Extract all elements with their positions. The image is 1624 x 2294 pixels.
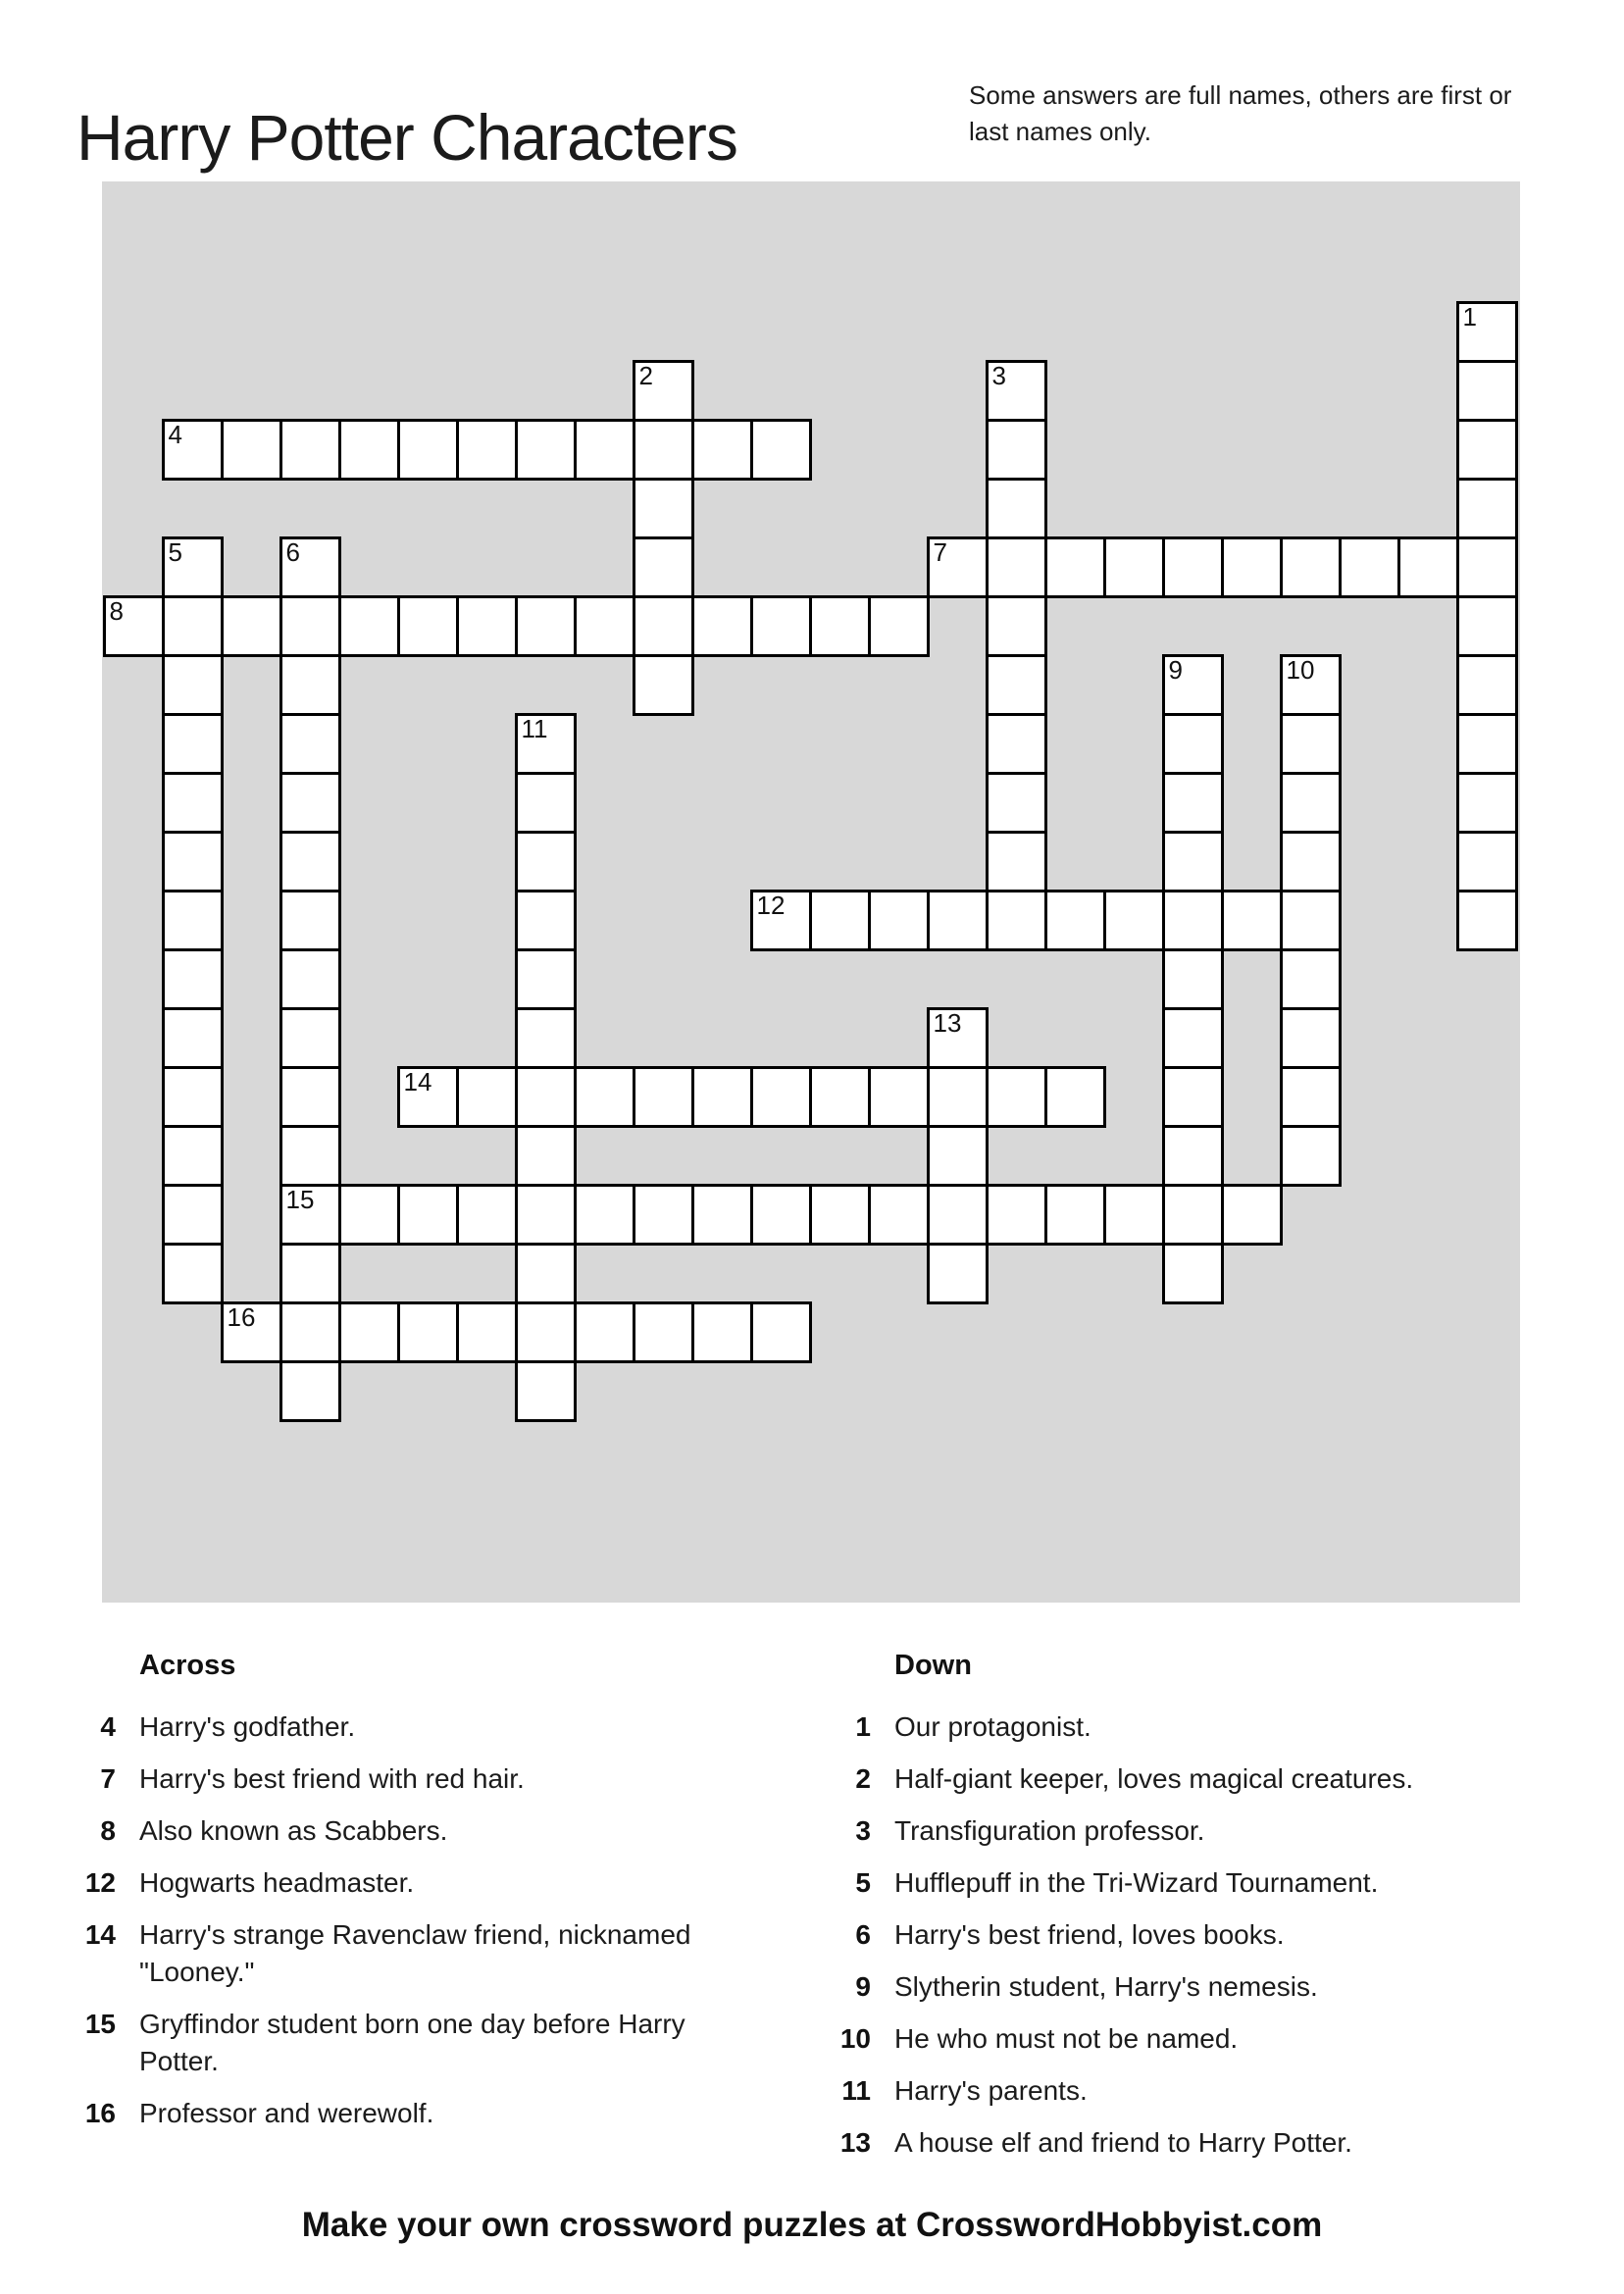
crossword-grid bbox=[102, 181, 1520, 1603]
cell-number: 3 bbox=[991, 360, 1006, 390]
grid-cell[interactable] bbox=[162, 1066, 224, 1128]
grid-cell[interactable] bbox=[1221, 536, 1283, 598]
clue-item bbox=[810, 1812, 1555, 1850]
grid-cell[interactable] bbox=[691, 595, 753, 657]
clue-item bbox=[810, 2072, 1555, 2110]
grid-cell[interactable] bbox=[927, 1184, 989, 1246]
grid-cell[interactable] bbox=[1162, 948, 1224, 1010]
grid-cell[interactable] bbox=[279, 948, 341, 1010]
grid-cell[interactable] bbox=[1162, 654, 1224, 716]
clue-number: 5 bbox=[855, 1867, 871, 1898]
grid-cell[interactable] bbox=[633, 478, 694, 539]
grid-cell[interactable] bbox=[279, 1301, 341, 1363]
grid-cell[interactable] bbox=[574, 595, 635, 657]
grid-cell[interactable] bbox=[397, 595, 459, 657]
grid-cell[interactable] bbox=[809, 890, 871, 951]
grid-cell[interactable] bbox=[1280, 1007, 1342, 1069]
grid-cell[interactable] bbox=[809, 595, 871, 657]
clue-number: 16 bbox=[84, 2098, 116, 2128]
grid-cell[interactable] bbox=[456, 595, 518, 657]
grid-cell[interactable] bbox=[515, 1066, 577, 1128]
grid-cell[interactable] bbox=[750, 1066, 812, 1128]
grid-cell[interactable] bbox=[633, 1184, 694, 1246]
cell-number: 12 bbox=[756, 890, 786, 920]
clue-text: Harry's strange Ravenclaw friend, nicknamed "Looney." bbox=[139, 1919, 691, 1987]
grid-cell[interactable] bbox=[279, 1007, 341, 1069]
grid-cell[interactable] bbox=[691, 1066, 753, 1128]
grid-cell[interactable] bbox=[1280, 713, 1342, 775]
grid-cell[interactable] bbox=[750, 595, 812, 657]
grid-cell[interactable] bbox=[103, 595, 165, 657]
across-clues-section bbox=[55, 1648, 741, 2147]
clue-number: 14 bbox=[84, 1919, 116, 1950]
grid-cell[interactable] bbox=[338, 419, 400, 481]
page-title: Harry Potter Characters bbox=[76, 101, 737, 175]
grid-cell[interactable] bbox=[1456, 301, 1518, 363]
grid-cell[interactable] bbox=[1221, 1184, 1283, 1246]
cell-number: 6 bbox=[285, 536, 300, 567]
grid-cell[interactable] bbox=[809, 1066, 871, 1128]
clue-number: 9 bbox=[855, 1971, 871, 2002]
grid-cell[interactable] bbox=[633, 419, 694, 481]
clue-item bbox=[55, 1864, 741, 1902]
clue-number: 15 bbox=[84, 2009, 116, 2039]
grid-cell[interactable] bbox=[986, 654, 1047, 716]
grid-cell[interactable] bbox=[279, 1360, 341, 1422]
grid-cell[interactable] bbox=[986, 890, 1047, 951]
grid-cell[interactable] bbox=[515, 1243, 577, 1304]
grid-cell[interactable] bbox=[1456, 654, 1518, 716]
grid-cell[interactable] bbox=[633, 1066, 694, 1128]
across-header: Across bbox=[139, 1650, 236, 1681]
grid-cell[interactable] bbox=[1280, 948, 1342, 1010]
clue-text: Harry's best friend, loves books. bbox=[894, 1919, 1285, 1950]
grid-cell[interactable] bbox=[221, 1301, 282, 1363]
grid-cell[interactable] bbox=[162, 1243, 224, 1304]
clue-number: 10 bbox=[839, 2023, 871, 2054]
clue-item bbox=[810, 2124, 1555, 2162]
grid-cell[interactable] bbox=[986, 831, 1047, 892]
grid-cell[interactable] bbox=[515, 1301, 577, 1363]
clue-item bbox=[810, 1916, 1555, 1954]
grid-cell[interactable] bbox=[1162, 890, 1224, 951]
grid-cell[interactable] bbox=[809, 1184, 871, 1246]
clue-item bbox=[55, 2006, 741, 2080]
grid-cell[interactable] bbox=[927, 536, 989, 598]
grid-cell[interactable] bbox=[338, 1301, 400, 1363]
clue-text: Slytherin student, Harry's nemesis. bbox=[894, 1971, 1318, 2002]
down-clue-list bbox=[810, 1708, 1555, 2162]
grid-cell[interactable] bbox=[162, 595, 224, 657]
grid-cell[interactable] bbox=[338, 595, 400, 657]
grid-cell[interactable] bbox=[1280, 890, 1342, 951]
grid-cell[interactable] bbox=[574, 1301, 635, 1363]
clue-number: 4 bbox=[100, 1711, 116, 1742]
grid-cell[interactable] bbox=[1456, 595, 1518, 657]
grid-cell[interactable] bbox=[456, 1066, 518, 1128]
page-subtitle bbox=[969, 77, 1511, 150]
grid-cell[interactable] bbox=[279, 772, 341, 834]
grid-cell[interactable] bbox=[927, 1243, 989, 1304]
grid-cell[interactable] bbox=[868, 595, 930, 657]
grid-cell[interactable] bbox=[1162, 1125, 1224, 1187]
grid-cell[interactable] bbox=[927, 1007, 989, 1069]
grid-cell[interactable] bbox=[1044, 536, 1106, 598]
clue-item bbox=[55, 1708, 741, 1746]
clue-text: Hogwarts headmaster. bbox=[139, 1867, 415, 1898]
grid-cell[interactable] bbox=[515, 713, 577, 775]
grid-cell[interactable] bbox=[1044, 1066, 1106, 1128]
grid-cell[interactable] bbox=[279, 536, 341, 598]
grid-cell[interactable] bbox=[162, 654, 224, 716]
cell-number: 10 bbox=[1286, 654, 1315, 685]
grid-cell[interactable] bbox=[633, 654, 694, 716]
grid-cell[interactable] bbox=[1044, 890, 1106, 951]
grid-cell[interactable] bbox=[986, 713, 1047, 775]
clue-number: 13 bbox=[839, 2127, 871, 2158]
grid-cell[interactable] bbox=[279, 1125, 341, 1187]
cell-number: 16 bbox=[227, 1301, 256, 1332]
grid-cell[interactable] bbox=[1397, 536, 1459, 598]
grid-cell[interactable] bbox=[986, 419, 1047, 481]
grid-cell[interactable] bbox=[515, 1184, 577, 1246]
grid-cell[interactable] bbox=[1103, 536, 1165, 598]
clue-text: Professor and werewolf. bbox=[139, 2098, 434, 2128]
grid-cell[interactable] bbox=[691, 419, 753, 481]
clue-text: Harry's parents. bbox=[894, 2075, 1088, 2106]
grid-cell[interactable] bbox=[279, 1184, 341, 1246]
grid-cell[interactable] bbox=[515, 772, 577, 834]
grid-cell[interactable] bbox=[1162, 1007, 1224, 1069]
grid-cell[interactable] bbox=[986, 478, 1047, 539]
clue-text: Harry's godfather. bbox=[139, 1711, 356, 1742]
cell-number: 11 bbox=[521, 713, 548, 743]
clue-text: Half-giant keeper, loves magical creatures. bbox=[894, 1763, 1414, 1794]
clue-number: 1 bbox=[855, 1711, 871, 1742]
clue-text: He who must not be named. bbox=[894, 2023, 1239, 2054]
grid-cell[interactable] bbox=[221, 419, 282, 481]
grid-cell[interactable] bbox=[691, 1184, 753, 1246]
clue-item bbox=[810, 1864, 1555, 1902]
grid-cell[interactable] bbox=[1162, 536, 1224, 598]
cell-number: 13 bbox=[933, 1007, 962, 1038]
footer-text: Make your own crossword puzzles at CrosswordHobbyist.com bbox=[301, 2206, 1323, 2244]
grid-cell[interactable] bbox=[1456, 772, 1518, 834]
grid-cell[interactable] bbox=[279, 595, 341, 657]
grid-cell[interactable] bbox=[868, 1066, 930, 1128]
clue-text: Also known as Scabbers. bbox=[139, 1815, 448, 1846]
grid-cell[interactable] bbox=[397, 1301, 459, 1363]
grid-cell[interactable] bbox=[1339, 536, 1400, 598]
grid-cell[interactable] bbox=[1162, 1066, 1224, 1128]
cell-number: 4 bbox=[168, 419, 182, 449]
clue-number: 8 bbox=[100, 1815, 116, 1846]
grid-cell[interactable] bbox=[986, 1066, 1047, 1128]
grid-cell[interactable] bbox=[456, 419, 518, 481]
grid-cell[interactable] bbox=[515, 831, 577, 892]
down-clues-section bbox=[810, 1648, 1555, 2176]
across-clue-list bbox=[55, 1708, 741, 2132]
grid-cell[interactable] bbox=[515, 1360, 577, 1422]
cell-number: 15 bbox=[285, 1184, 315, 1214]
grid-cell[interactable] bbox=[868, 890, 930, 951]
grid-cell[interactable] bbox=[221, 595, 282, 657]
grid-cell[interactable] bbox=[515, 1007, 577, 1069]
grid-cell[interactable] bbox=[515, 1125, 577, 1187]
grid-cell[interactable] bbox=[1280, 654, 1342, 716]
grid-cell[interactable] bbox=[1456, 478, 1518, 539]
crossword-panel bbox=[102, 181, 1520, 1603]
grid-cell[interactable] bbox=[279, 1066, 341, 1128]
grid-cell[interactable] bbox=[338, 1184, 400, 1246]
clue-number: 6 bbox=[855, 1919, 871, 1950]
cell-number: 5 bbox=[168, 536, 182, 567]
grid-cell[interactable] bbox=[279, 419, 341, 481]
grid-cell[interactable] bbox=[162, 948, 224, 1010]
cell-number: 9 bbox=[1168, 654, 1183, 685]
cell-number: 2 bbox=[638, 360, 653, 390]
grid-cell[interactable] bbox=[397, 419, 459, 481]
grid-cell[interactable] bbox=[279, 831, 341, 892]
grid-cell[interactable] bbox=[927, 1066, 989, 1128]
clue-item bbox=[55, 1760, 741, 1798]
cell-number: 1 bbox=[1462, 301, 1477, 331]
grid-cell[interactable] bbox=[927, 890, 989, 951]
grid-cell[interactable] bbox=[1162, 1184, 1224, 1246]
grid-cell[interactable] bbox=[1456, 713, 1518, 775]
grid-cell[interactable] bbox=[574, 1184, 635, 1246]
grid-cell[interactable] bbox=[1162, 772, 1224, 834]
clue-number: 11 bbox=[841, 2075, 871, 2106]
grid-cell[interactable] bbox=[750, 1301, 812, 1363]
clue-number: 7 bbox=[100, 1763, 116, 1794]
grid-cell[interactable] bbox=[1456, 419, 1518, 481]
grid-cell[interactable] bbox=[162, 536, 224, 598]
grid-cell[interactable] bbox=[927, 1125, 989, 1187]
grid-cell[interactable] bbox=[515, 890, 577, 951]
clue-item bbox=[810, 2020, 1555, 2058]
grid-cell[interactable] bbox=[162, 419, 224, 481]
grid-cell[interactable] bbox=[1280, 1066, 1342, 1128]
grid-cell[interactable] bbox=[1456, 890, 1518, 951]
grid-cell[interactable] bbox=[1221, 890, 1283, 951]
grid-cell[interactable] bbox=[456, 1301, 518, 1363]
grid-cell[interactable] bbox=[397, 1184, 459, 1246]
grid-cell[interactable] bbox=[1280, 831, 1342, 892]
grid-cell[interactable] bbox=[986, 595, 1047, 657]
grid-cell[interactable] bbox=[162, 772, 224, 834]
grid-cell[interactable] bbox=[162, 1125, 224, 1187]
clue-number: 12 bbox=[84, 1867, 116, 1898]
clue-item bbox=[55, 1812, 741, 1850]
grid-cell[interactable] bbox=[1044, 1184, 1106, 1246]
subtitle-line-2: last names only. bbox=[969, 117, 1151, 146]
grid-cell[interactable] bbox=[868, 1184, 930, 1246]
grid-cell[interactable] bbox=[574, 419, 635, 481]
clue-item bbox=[810, 1760, 1555, 1798]
grid-cell[interactable] bbox=[515, 595, 577, 657]
grid-cell[interactable] bbox=[986, 536, 1047, 598]
cell-number: 8 bbox=[109, 595, 124, 626]
clue-text: Transfiguration professor. bbox=[894, 1815, 1205, 1846]
clue-item bbox=[55, 1916, 741, 1991]
cell-number: 7 bbox=[933, 536, 947, 567]
grid-cell[interactable] bbox=[750, 890, 812, 951]
subtitle-line-1: Some answers are full names, others are first or bbox=[969, 80, 1512, 110]
grid-cell[interactable] bbox=[162, 1007, 224, 1069]
grid-cell[interactable] bbox=[515, 948, 577, 1010]
grid-cell[interactable] bbox=[750, 1184, 812, 1246]
grid-cell[interactable] bbox=[986, 360, 1047, 422]
grid-cell[interactable] bbox=[1456, 536, 1518, 598]
clue-number: 3 bbox=[855, 1815, 871, 1846]
grid-cell[interactable] bbox=[1162, 831, 1224, 892]
grid-cell[interactable] bbox=[574, 1066, 635, 1128]
grid-cell[interactable] bbox=[279, 713, 341, 775]
grid-cell[interactable] bbox=[1456, 360, 1518, 422]
down-header: Down bbox=[894, 1650, 972, 1681]
clue-text: A house elf and friend to Harry Potter. bbox=[894, 2127, 1352, 2158]
grid-cell[interactable] bbox=[691, 1301, 753, 1363]
grid-cell[interactable] bbox=[397, 1066, 459, 1128]
clue-text: Harry's best friend with red hair. bbox=[139, 1763, 525, 1794]
grid-cell[interactable] bbox=[750, 419, 812, 481]
clue-item bbox=[810, 1708, 1555, 1746]
grid-cell[interactable] bbox=[633, 1301, 694, 1363]
clue-text: Our protagonist. bbox=[894, 1711, 1091, 1742]
grid-cell[interactable] bbox=[1280, 536, 1342, 598]
grid-cell[interactable] bbox=[279, 1243, 341, 1304]
grid-cell[interactable] bbox=[515, 419, 577, 481]
grid-cell[interactable] bbox=[162, 1184, 224, 1246]
grid-cell[interactable] bbox=[1103, 890, 1165, 951]
grid-cell[interactable] bbox=[1280, 1125, 1342, 1187]
grid-cell[interactable] bbox=[456, 1184, 518, 1246]
grid-cell[interactable] bbox=[1103, 1184, 1165, 1246]
grid-cell[interactable] bbox=[986, 1184, 1047, 1246]
grid-cell[interactable] bbox=[633, 595, 694, 657]
grid-cell[interactable] bbox=[986, 772, 1047, 834]
grid-cell[interactable] bbox=[1456, 831, 1518, 892]
clue-number: 2 bbox=[855, 1763, 871, 1794]
grid-cell[interactable] bbox=[162, 890, 224, 951]
grid-cell[interactable] bbox=[1162, 1243, 1224, 1304]
cell-number: 14 bbox=[403, 1066, 432, 1096]
grid-cell[interactable] bbox=[1280, 772, 1342, 834]
clue-item bbox=[810, 1968, 1555, 2006]
clue-item bbox=[55, 2095, 741, 2132]
grid-cell[interactable] bbox=[162, 831, 224, 892]
grid-cell[interactable] bbox=[1162, 713, 1224, 775]
grid-cell[interactable] bbox=[633, 536, 694, 598]
clue-text: Hufflepuff in the Tri-Wizard Tournament. bbox=[894, 1867, 1379, 1898]
grid-cell[interactable] bbox=[279, 654, 341, 716]
grid-cell[interactable] bbox=[279, 890, 341, 951]
clue-text: Gryffindor student born one day before Harry Potter. bbox=[139, 2009, 685, 2076]
grid-cell[interactable] bbox=[633, 360, 694, 422]
grid-cell[interactable] bbox=[162, 713, 224, 775]
